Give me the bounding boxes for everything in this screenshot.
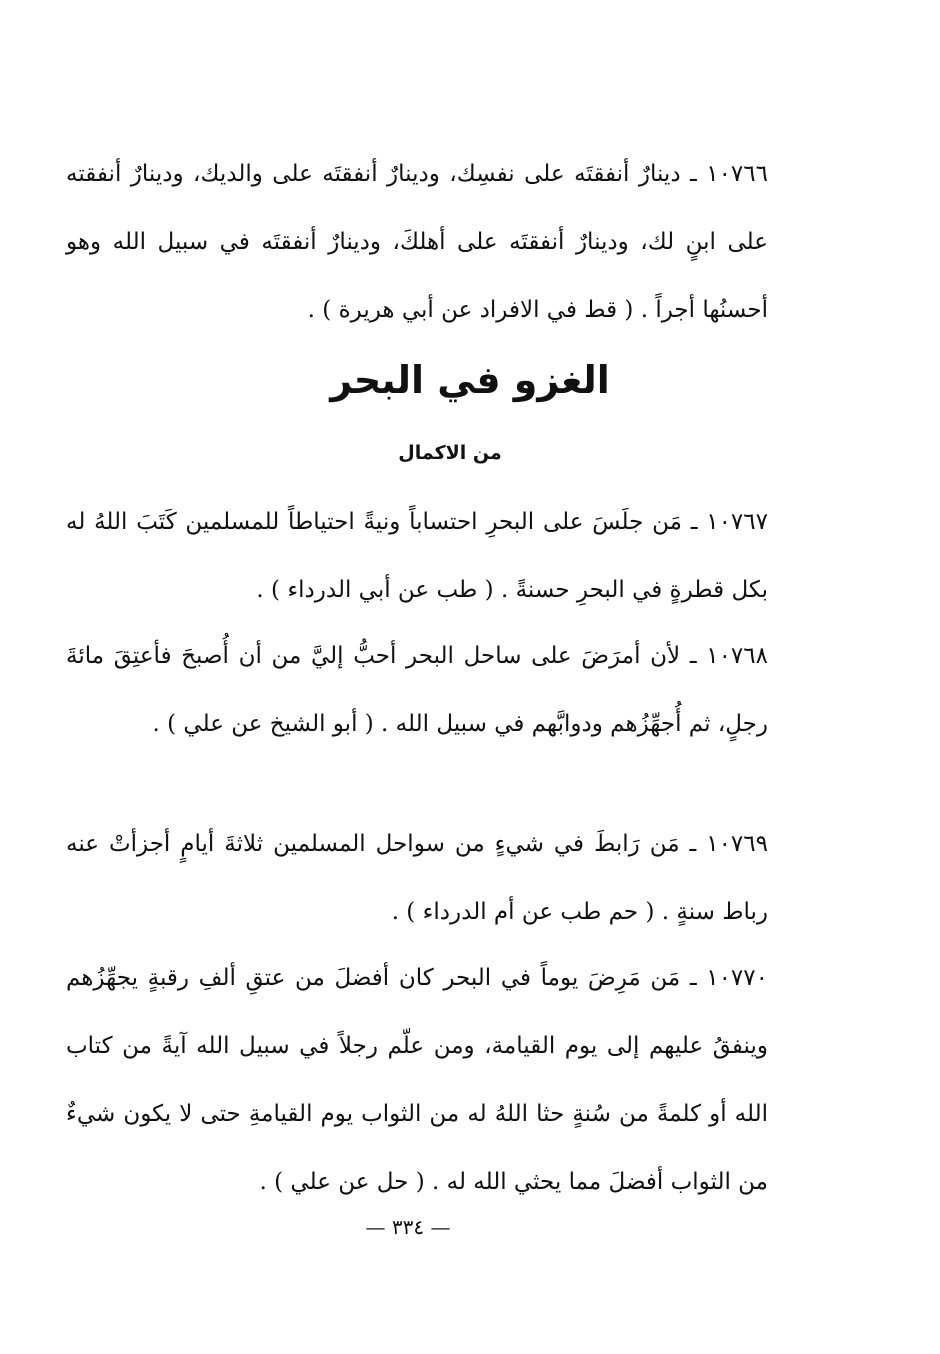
- hadith-10767: [66, 488, 768, 624]
- hadith-10769: [66, 810, 768, 946]
- hadith-text: ١٠٧٦٩ ـ مَن رَابطَ في شيءٍ من سواحل المسلمين ثلاثةَ أيامٍ أجزأتْ عنه رباط سنةٍ . ( حم طب عن أم الدرداء ) .: [66, 831, 768, 925]
- hadith-10768: [66, 622, 768, 758]
- section-title: الغزو في البحر: [330, 358, 610, 402]
- section-source: من الاكمال: [398, 442, 502, 464]
- hadith-10770: [66, 944, 768, 1216]
- hadith-text: ١٠٧٦٨ ـ لأن أمرَضَ على ساحل البحر أحبُّ إليَّ من أن أُصبحَ فأعتِقَ مائةَ رجلٍ، ثم أُجهِّزُهم ودوابَّهم في سبيل الله . ( أبو الشيخ عن علي ) .: [66, 643, 768, 737]
- hadith-text: ١٠٧٦٦ ـ دينارٌ أنفقتَه على نفسِك، ودينارٌ أنفقتَه على والديك، ودينارٌ أنفقته على ابنٍ لك، ودينارٌ أنفقتَه على أهلكَ، ودينارٌ أنفقتَه في سبيل الله وهو أحسنُها أجراً . ( قط في الافراد عن أبي هريرة ) .: [66, 161, 768, 323]
- page-number: — ٣٣٤ —: [365, 1215, 451, 1239]
- hadith-10766: [66, 140, 768, 344]
- hadith-text: ١٠٧٧٠ ـ مَن مَرِضَ يوماً في البحر كان أفضلَ من عتقِ ألفِ رقبةٍ يجهِّزُهم وينفقُ عليهم إلى يوم القيامة، ومن علّم رجلاً في سبيل الله آيةً من كتاب الله أو كلمةً من سُنةٍ حثا اللهُ له من الثواب يوم القيامةِ حتى لا يكون شيءٌ من الثواب أفضلَ مما يحثي الله له . ( حل عن علي ) .: [66, 965, 768, 1195]
- hadith-text: ١٠٧٦٧ ـ مَن جلَسَ على البحرِ احتساباً ونيةً احتياطاً للمسلمين كَتَبَ اللهُ له بكل قطرةٍ في البحرِ حسنةً . ( طب عن أبي الدرداء ) .: [66, 509, 768, 603]
